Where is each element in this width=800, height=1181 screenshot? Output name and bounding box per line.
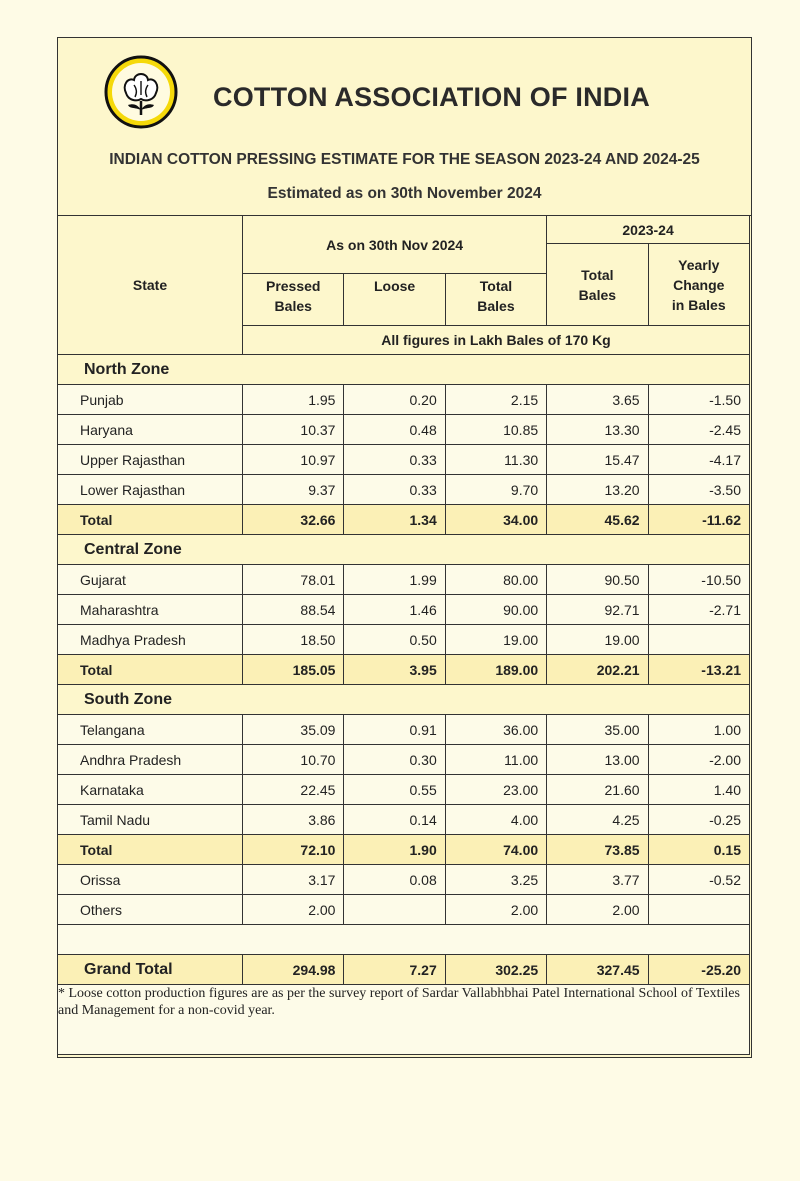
pressed-value: 32.66: [243, 505, 344, 535]
prev-value: 73.85: [547, 835, 648, 865]
pressed-value: 10.97: [243, 445, 344, 475]
change-value: -2.71: [648, 595, 749, 625]
table-row: [58, 805, 750, 835]
state-name: Others: [58, 895, 243, 925]
change-value: -10.50: [648, 565, 749, 595]
estimate-date: Estimated as on 30th November 2024: [267, 185, 542, 202]
zone-header-row: [58, 355, 750, 385]
state-name: Madhya Pradesh: [58, 625, 243, 655]
table-row: [58, 415, 750, 445]
table-row: [58, 745, 750, 775]
loose-value: 0.48: [344, 415, 445, 445]
loose-value: 1.46: [344, 595, 445, 625]
total-value: 189.00: [445, 655, 546, 685]
total-value: 23.00: [445, 775, 546, 805]
prev-value: 90.50: [547, 565, 648, 595]
prev-value: 13.00: [547, 745, 648, 775]
total-value: 3.25: [445, 865, 546, 895]
state-name: Maharashtra: [58, 595, 243, 625]
loose-value: 1.99: [344, 565, 445, 595]
table-row: [58, 715, 750, 745]
prev-total-bales-label: Total Bales: [578, 266, 617, 303]
loose-value: 0.55: [344, 775, 445, 805]
change-value: [648, 625, 749, 655]
state-name: Telangana: [58, 715, 243, 745]
prev-value: 21.60: [547, 775, 648, 805]
change-value: -0.25: [648, 805, 749, 835]
zone-total-row: [58, 655, 750, 685]
prev-value: 92.71: [547, 595, 648, 625]
state-name: Total: [58, 655, 243, 685]
pressed-value: 2.00: [243, 895, 344, 925]
total-value: 10.85: [445, 415, 546, 445]
loose-header: [344, 274, 445, 326]
state-name: Gujarat: [58, 565, 243, 595]
change-value: -13.21: [648, 655, 749, 685]
state-name: Andhra Pradesh: [58, 745, 243, 775]
zone-name: North Zone: [58, 355, 750, 385]
table-row: [58, 595, 750, 625]
pressed-value: 35.09: [243, 715, 344, 745]
state-name: Total: [58, 505, 243, 535]
change-value: -25.20: [648, 955, 749, 985]
footnote-row: [58, 985, 750, 1055]
zone-total-row: [58, 505, 750, 535]
prev-value: 19.00: [547, 625, 648, 655]
previous-season-header: 2023-24: [547, 216, 750, 244]
change-value: -2.00: [648, 745, 749, 775]
prev-value: 3.65: [547, 385, 648, 415]
prev-value: 4.25: [547, 805, 648, 835]
grand-total-row: [58, 955, 750, 985]
prev-value: 202.21: [547, 655, 648, 685]
zone-header-row: [58, 685, 750, 715]
total-value: 19.00: [445, 625, 546, 655]
prev-value: 2.00: [547, 895, 648, 925]
loose-value: 3.95: [344, 655, 445, 685]
change-value: 1.00: [648, 715, 749, 745]
current-season-header: As on 30th Nov 2024: [243, 216, 547, 274]
total-value: 80.00: [445, 565, 546, 595]
loose-value: 0.33: [344, 445, 445, 475]
table-row: [58, 475, 750, 505]
prev-value: 45.62: [547, 505, 648, 535]
total-bales-header: [445, 274, 546, 326]
change-value: -0.52: [648, 865, 749, 895]
yearly-change-label: Yearly Change in Bales: [671, 256, 726, 313]
total-value: 11.00: [445, 745, 546, 775]
loose-value: 0.33: [344, 475, 445, 505]
prev-value: 13.20: [547, 475, 648, 505]
pressed-value: 10.37: [243, 415, 344, 445]
total-value: 11.30: [445, 445, 546, 475]
state-name: Karnataka: [58, 775, 243, 805]
change-value: -11.62: [648, 505, 749, 535]
loose-value: 0.30: [344, 745, 445, 775]
change-value: 1.40: [648, 775, 749, 805]
pressed-value: 88.54: [243, 595, 344, 625]
pressed-value: 9.37: [243, 475, 344, 505]
zone-total-row: [58, 835, 750, 865]
pressed-bales-label: Pressed Bales: [265, 278, 321, 314]
loose-value: 0.50: [344, 625, 445, 655]
pressed-value: 1.95: [243, 385, 344, 415]
table-row: [58, 565, 750, 595]
state-name: Punjab: [58, 385, 243, 415]
pressed-bales-header: [243, 274, 344, 326]
prev-value: 15.47: [547, 445, 648, 475]
footnote: * Loose cotton production figures are as per the survey report of Sardar Vallabhbhai Patel International School of Textiles and Management for a non-covid year.: [58, 985, 750, 1055]
table-row: [58, 445, 750, 475]
spacer-cell: [58, 925, 750, 955]
table-row: [58, 865, 750, 895]
pressed-value: 22.45: [243, 775, 344, 805]
total-value: 90.00: [445, 595, 546, 625]
table-row: [58, 385, 750, 415]
total-value: 36.00: [445, 715, 546, 745]
report-header: [58, 38, 751, 216]
pressed-value: 72.10: [243, 835, 344, 865]
pressed-value: 294.98: [243, 955, 344, 985]
state-name: Total: [58, 835, 243, 865]
prev-value: 13.30: [547, 415, 648, 445]
zone-name: South Zone: [58, 685, 750, 715]
spacer-row: [58, 925, 750, 955]
state-name: Haryana: [58, 415, 243, 445]
pressed-value: 185.05: [243, 655, 344, 685]
loose-value: 0.14: [344, 805, 445, 835]
org-title: COTTON ASSOCIATION OF INDIA: [213, 82, 650, 112]
estimate-table: [57, 215, 750, 1055]
state-name: Tamil Nadu: [58, 805, 243, 835]
state-name: Grand Total: [58, 955, 243, 985]
loose-label: Loose: [373, 278, 416, 294]
loose-value: 7.27: [344, 955, 445, 985]
cotton-flower-icon: [104, 55, 178, 129]
change-value: -1.50: [648, 385, 749, 415]
table-row: [58, 775, 750, 805]
total-value: 4.00: [445, 805, 546, 835]
zone-header-row: [58, 535, 750, 565]
pressed-value: 10.70: [243, 745, 344, 775]
total-value: 9.70: [445, 475, 546, 505]
state-header: State: [58, 216, 243, 355]
prev-value: 35.00: [547, 715, 648, 745]
pressed-value: 3.17: [243, 865, 344, 895]
change-value: -4.17: [648, 445, 749, 475]
loose-value: 1.90: [344, 835, 445, 865]
loose-value: 0.20: [344, 385, 445, 415]
yearly-change-header: [648, 244, 749, 326]
prev-value: 327.45: [547, 955, 648, 985]
total-value: 74.00: [445, 835, 546, 865]
units-note: All figures in Lakh Bales of 170 Kg: [243, 326, 750, 355]
loose-value: 0.08: [344, 865, 445, 895]
total-value: 34.00: [445, 505, 546, 535]
loose-value: 1.34: [344, 505, 445, 535]
total-bales-label: Total Bales: [477, 278, 515, 314]
pressed-value: 3.86: [243, 805, 344, 835]
change-value: -3.50: [648, 475, 749, 505]
table-row: [58, 625, 750, 655]
state-name: Upper Rajasthan: [58, 445, 243, 475]
report-subtitle: INDIAN COTTON PRESSING ESTIMATE FOR THE SEASON 2023-24 AND 2024-25: [109, 151, 700, 168]
loose-value: 0.91: [344, 715, 445, 745]
change-value: 0.15: [648, 835, 749, 865]
change-value: [648, 895, 749, 925]
zone-name: Central Zone: [58, 535, 750, 565]
state-name: Orissa: [58, 865, 243, 895]
prev-total-bales-header: [547, 244, 648, 326]
table-row: [58, 895, 750, 925]
total-value: 2.00: [445, 895, 546, 925]
prev-value: 3.77: [547, 865, 648, 895]
loose-value: [344, 895, 445, 925]
total-value: 2.15: [445, 385, 546, 415]
pressed-value: 78.01: [243, 565, 344, 595]
pressed-value: 18.50: [243, 625, 344, 655]
total-value: 302.25: [445, 955, 546, 985]
state-name: Lower Rajasthan: [58, 475, 243, 505]
report-frame: [57, 37, 752, 1058]
change-value: -2.45: [648, 415, 749, 445]
